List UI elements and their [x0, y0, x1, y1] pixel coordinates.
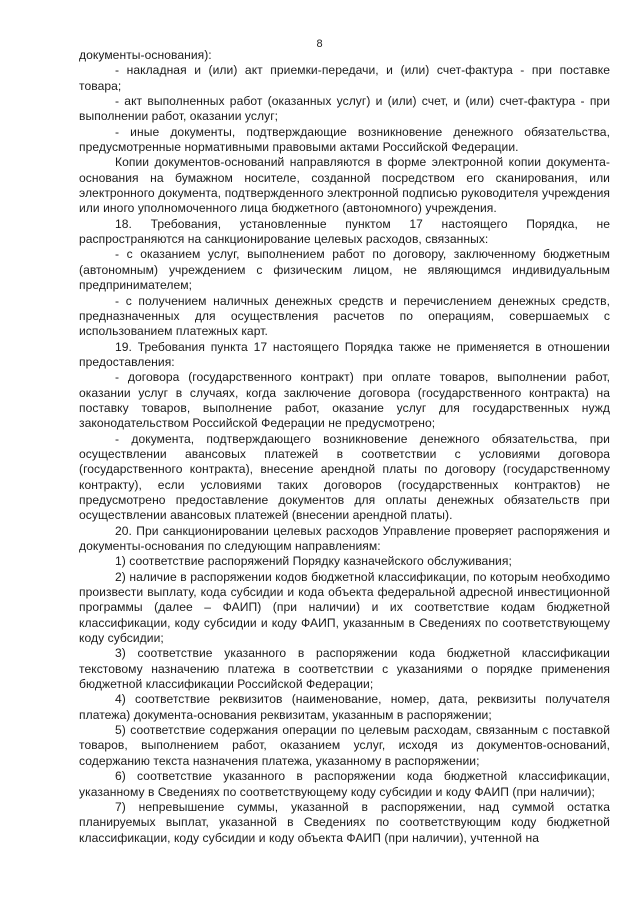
- paragraph: 4) соответствие реквизитов (наименование, номер, дата, реквизиты получателя платежа) документа-основания реквизитам, указанным в распоряжении;: [79, 692, 610, 722]
- page-number: 8: [316, 38, 323, 50]
- paragraph: - накладная и (или) акт приемки-передачи, и (или) счет-фактура - при поставке товара;: [79, 63, 610, 93]
- paragraph: Копии документов-оснований направляются в форме электронной копии документа-основания на бумажном носителе, созданной посредством его сканирования, или электронного документа, подтвержденного электронной подписью руководителя учреждения или иного уполномоченного лица бюджетного (автономного) учреждения.: [79, 155, 610, 216]
- paragraph: - иные документы, подтверждающие возникновение денежного обязательства, предусмотренные нормативными правовыми актами Российской Федерации.: [79, 124, 610, 155]
- paragraph: 20. При санкционировании целевых расходов Управление проверяет распоряжения и документы-основания по следующим направлениям:: [79, 523, 610, 553]
- paragraph: - акт выполненных работ (оказанных услуг) и (или) счет, и (или) счет-фактура - при выполнении работ, оказании услуг;: [79, 94, 610, 124]
- paragraph: - договора (государственного контракт) при оплате товаров, выполнении работ, оказании услуг в случаях, когда заключение договора (государственного контракта) на поставку товаров, выполнение работ, оказание услуг для государственных нужд законодательством Российской Федерации не предусмотрено;: [79, 370, 610, 431]
- paragraph: 3) соответствие указанного в распоряжении кода бюджетной классификации текстовому назначению платежа в соответствии с указаниями о порядке применения бюджетной классификации Российской Федерации;: [79, 646, 610, 692]
- paragraph: 7) непревышение суммы, указанной в распоряжении, над суммой остатка планируемых выплат, указанной в Сведениях по соответствующим коду бюджетной классификации, коду субсидии и коду объекта ФАИП (при наличии), учтенной на: [79, 799, 610, 845]
- paragraph: - с получением наличных денежных средств и перечислением денежных средств, предназначенных для осуществления расчетов по операциям, совершаемых с использованием платежных карт.: [79, 293, 610, 339]
- paragraph: 6) соответствие указанного в распоряжении кода бюджетной классификации, указанному в Сведениях по соответствующему коду субсидии и коду ФАИП (при наличии);: [79, 769, 610, 799]
- paragraph: документы-основания):: [79, 48, 212, 62]
- paragraph: - с оказанием услуг, выполнением работ по договору, заключенному бюджетным (автономным) учреждением с физическим лицом, не являющимся индивидуальным предпринимателем;: [79, 247, 610, 293]
- paragraph: 19. Требования пункта 17 настоящего Порядка также не применяется в отношении предоставления:: [79, 339, 610, 369]
- paragraph: 1) соответствие распоряжений Порядку казначейского обслуживания;: [115, 554, 512, 569]
- paragraph: - документа, подтверждающего возникновение денежного обязательства, при осуществлении авансовых платежей в соответствии с условиями договора (государственного контракта), внесение арендной платы по договору (государственному контракту), если условиями таких договоров (государственных контрактов) не предусмотрено предоставление документов для оплаты денежных обязательств при осуществлении авансовых платежей (внесении арендной платы).: [79, 431, 610, 523]
- paragraph: 2) наличие в распоряжении кодов бюджетной классификации, по которым необходимо произвести выплату, кода субсидии и кода объекта федеральной адресной инвестиционной программы (далее – ФАИП) (при наличии) и их соответствие кодам бюджетной классификации, коду субсидии и коду ФАИП, указанным в Сведениях по соответствующему коду субсидии;: [79, 569, 610, 646]
- paragraph: 5) соответствие содержания операции по целевым расходам, связанным с поставкой товаров, выполнением работ, оказанием услуг, исходя из документов-оснований, содержанию текста назначения платежа, указанному в распоряжении;: [79, 723, 610, 768]
- paragraph: 18. Требования, установленные пунктом 17 настоящего Порядка, не распространяются на санкционирование целевых расходов, связанных:: [79, 216, 610, 247]
- document-body: [79, 48, 610, 846]
